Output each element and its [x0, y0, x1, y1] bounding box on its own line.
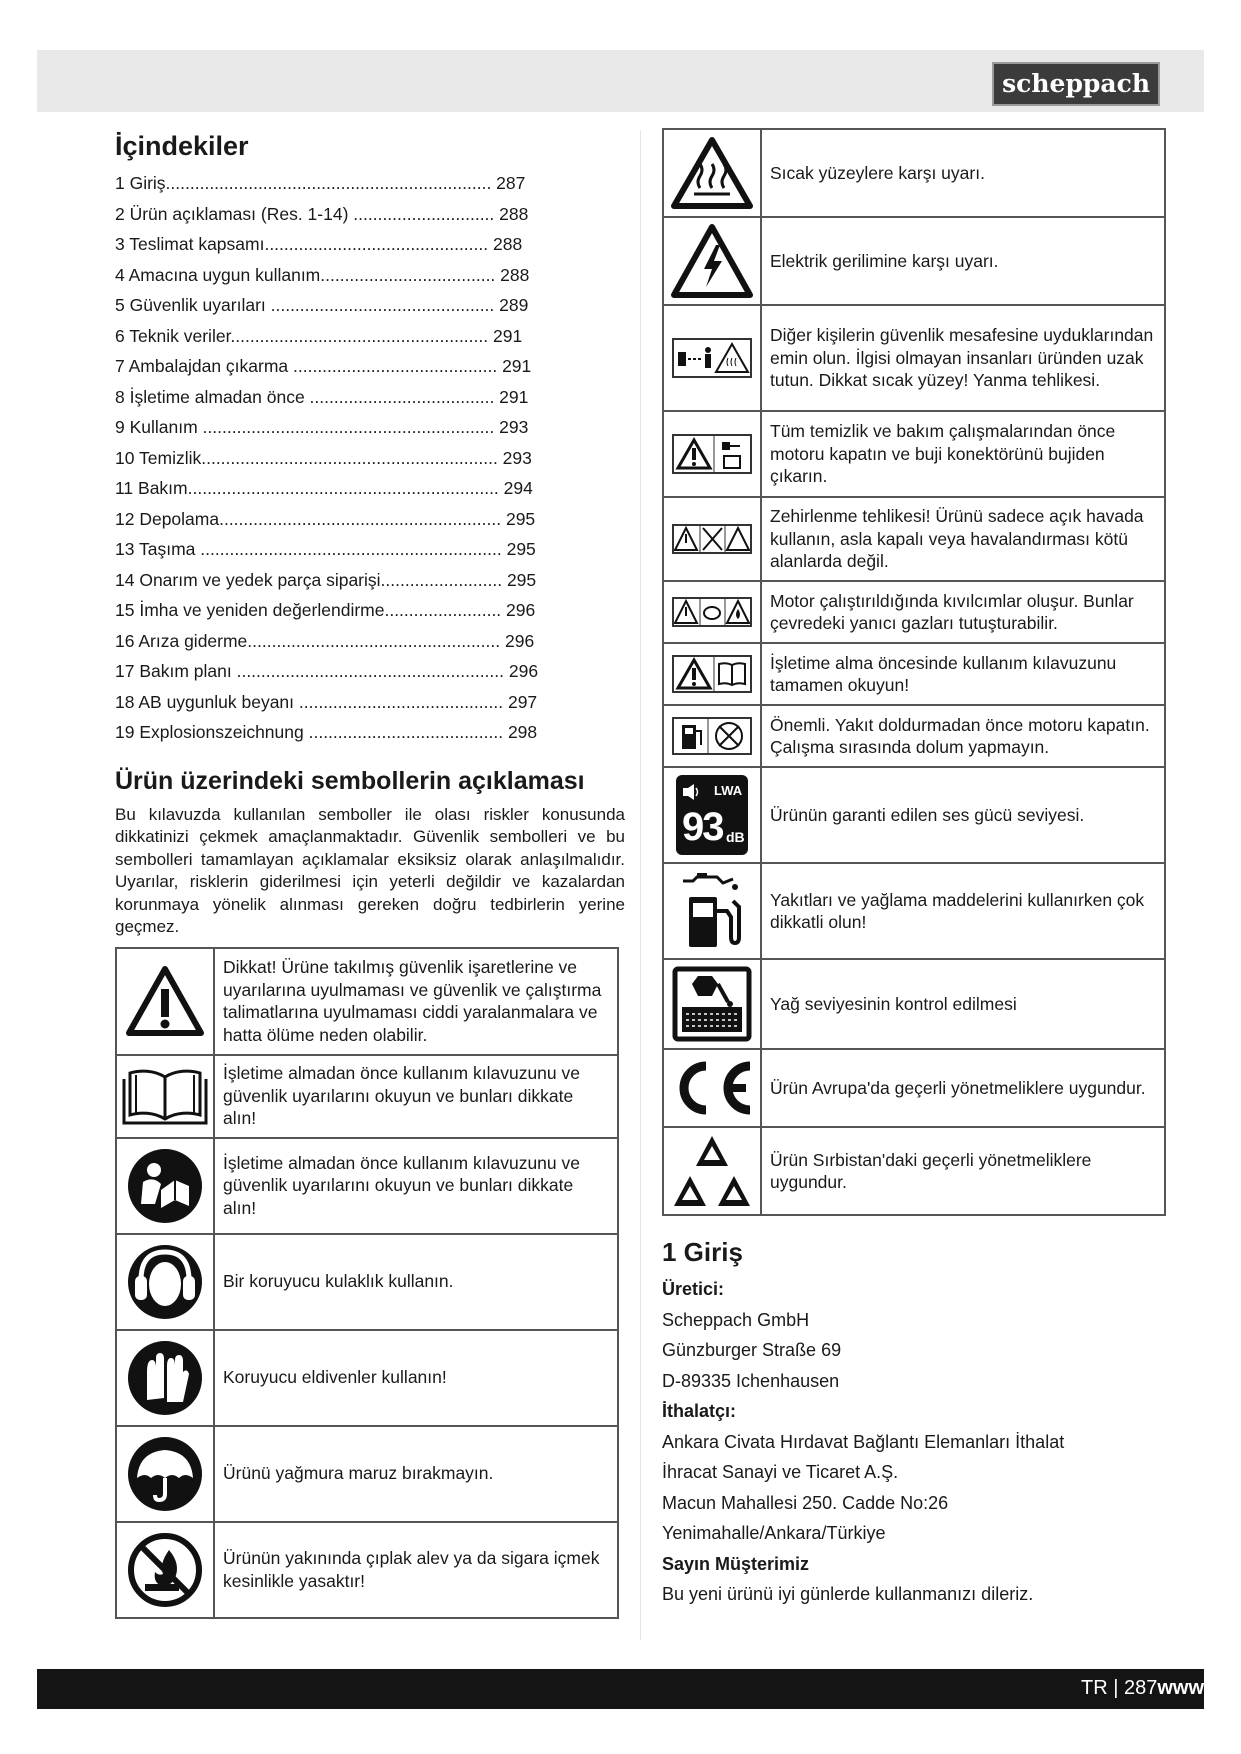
gloves-icon — [116, 1330, 214, 1426]
toc-item[interactable]: 8 İşletime almadan önce ...................................... 291 — [115, 386, 529, 407]
column-divider — [640, 130, 641, 1640]
symbol-text: Elektrik gerilimine karşı uyarı. — [761, 217, 1165, 305]
symbol-text: Yağ seviyesinin kontrol edilmesi — [761, 959, 1165, 1049]
sound-power-badge — [676, 775, 748, 855]
page-label: TR | 287 — [1080, 1677, 1158, 1699]
symbol-text: Bir koruyucu kulaklık kullanın. — [214, 1234, 618, 1330]
toc-item[interactable]: 2 Ürün açıklaması (Res. 1-14) ............................. 288 — [115, 203, 529, 224]
symbol-row — [663, 581, 1165, 643]
symbol-text: Tüm temizlik ve bakım çalışmalarından önce motoru kapatın ve buji konektörünü bujiden çıkarın. — [761, 411, 1165, 497]
manufacturer-line: Scheppach GmbH — [662, 1309, 810, 1330]
symbol-text: Diğer kişilerin güvenlik mesafesine uyduklarından emin olun. İlgisi olmayan insanları üründen uzak tutun. Dikkat sıcak yüzey! Yanma tehlikesi. — [761, 305, 1165, 411]
symbol-row — [663, 705, 1165, 767]
refuel-warning-icon — [663, 705, 761, 767]
symbol-row — [663, 959, 1165, 1049]
symbol-row — [663, 217, 1165, 305]
symbol-row — [116, 1330, 618, 1426]
symbol-text: Yakıtları ve yağlama maddelerini kullanırken çok dikkatli olun! — [761, 863, 1165, 959]
toc-item[interactable]: 1 Giriş................................................................... 287 — [115, 173, 526, 193]
warning-triangle-icon — [116, 948, 214, 1055]
symbol-row — [663, 305, 1165, 411]
poisoning-warning-icon — [663, 497, 761, 581]
symbol-text: İşletime almadan önce kullanım kılavuzunu ve güvenlik uyarılarını okuyun ve bunları dikkate alın! — [214, 1138, 618, 1234]
right-symbols-table — [662, 128, 1166, 1216]
fuel-oil-icon — [663, 863, 761, 959]
importer-line: İhracat Sanayi ve Ticaret A.Ş. — [662, 1462, 899, 1482]
symbol-text: Ürün Sırbistan'daki geçerli yönetmeliklere uygundur. — [761, 1127, 1165, 1215]
footer-www: www — [1157, 1677, 1204, 1699]
symbol-text: Ürünün garanti edilen ses gücü seviyesi. — [761, 767, 1165, 863]
open-book-icon — [116, 1055, 214, 1138]
table-of-contents — [115, 168, 625, 748]
spark-plug-warning-icon — [663, 411, 761, 497]
importer-line: Macun Mahallesi 250. Cadde No:26 — [662, 1492, 949, 1513]
symbol-row — [663, 129, 1165, 217]
sound-power-value: 93 — [682, 805, 723, 849]
manufacturer-line: D-89335 Ichenhausen — [662, 1370, 840, 1391]
toc-item[interactable]: 18 AB uygunluk beyanı .......................................... 297 — [115, 691, 538, 712]
manufacturer-line: Günzburger Straße 69 — [662, 1340, 842, 1360]
section-title-giris: 1 Giriş — [662, 1237, 743, 1267]
toc-item[interactable]: 11 Bakım................................................................ 294 — [115, 478, 533, 498]
symbol-text: Ürün Avrupa'da geçerli yönetmeliklere uygundur. — [761, 1049, 1165, 1127]
toc-item[interactable]: 16 Arıza giderme.................................................... 296 — [115, 630, 535, 651]
symbol-text: Zehirlenme tehlikesi! Ürünü sadece açık havada kullanın, asla kapalı veya havalandırması kötü alanlarda değil. — [761, 497, 1165, 581]
symbol-row — [663, 1049, 1165, 1127]
electric-voltage-icon — [663, 217, 761, 305]
manufacturer-label: Üretici: — [662, 1279, 725, 1299]
left-symbols-table — [115, 947, 619, 1619]
toc-item[interactable]: 13 Taşıma .............................................................. 295 — [115, 539, 536, 559]
symbol-text: Ürünü yağmura maruz bırakmayın. — [214, 1426, 618, 1522]
symbol-row — [663, 863, 1165, 959]
toc-title: İçindekiler — [115, 131, 249, 161]
toc-item[interactable]: 10 Temizlik............................................................. 293 — [115, 447, 532, 468]
page-footer — [37, 1669, 1204, 1709]
sound-power-icon — [663, 767, 761, 863]
symbol-row — [663, 497, 1165, 581]
oil-level-icon — [663, 959, 761, 1049]
symbol-text: Sıcak yüzeylere karşı uyarı. — [761, 129, 1165, 217]
symbol-row — [663, 411, 1165, 497]
page-number — [1081, 1677, 1204, 1700]
symbol-text: Ürünün yakınında çıplak alev ya da sigara içmek kesinlikle yasaktır! — [214, 1522, 618, 1618]
toc-item[interactable]: 14 Onarım ve yedek parça siparişi......................... 295 — [115, 569, 537, 590]
toc-item[interactable]: 3 Teslimat kapsamı.............................................. 288 — [115, 234, 523, 254]
safety-distance-icon — [663, 305, 761, 411]
ear-protection-icon — [116, 1234, 214, 1330]
symbols-title: Ürün üzerindeki sembollerin açıklaması — [115, 766, 585, 795]
toc-item[interactable]: 15 İmha ve yeniden değerlendirme........................ 296 — [115, 600, 536, 620]
sound-power-unit: dB — [726, 829, 745, 845]
symbol-row — [663, 1127, 1165, 1215]
symbol-row — [116, 1522, 618, 1618]
sound-power-label: LWA — [714, 783, 743, 798]
symbol-text: İşletime almadan önce kullanım kılavuzunu ve güvenlik uyarılarını okuyun ve bunları dikkate alın! — [214, 1055, 618, 1138]
scheppach-logo: scheppach — [992, 62, 1160, 106]
symbol-text: Motor çalıştırıldığında kıvılcımlar oluşur. Bunlar çevredeki yanıcı gazları tutuşturabilir. — [761, 581, 1165, 643]
umbrella-icon — [116, 1426, 214, 1522]
symbol-row — [663, 643, 1165, 705]
read-manual-icon — [116, 1138, 214, 1234]
symbol-row — [116, 1234, 618, 1330]
symbol-row — [116, 1426, 618, 1522]
ce-mark-icon — [663, 1049, 761, 1127]
symbols-intro: Bu kılavuzda kullanılan semboller ile olası riskler konusunda dikkatinizi çekmek amaçlanmaktadır. Güvenlik sembolleri ve bu sembolleri tamamlayan açıklamalar eksiksiz olarak anlaşılmalıdır. Uyarılar, risklerin giderilmesi için yeterli değildir ve kazalardan korunmaya yönelik alınması gereken doğru tedbirlerin yerine geçmez. — [115, 804, 625, 936]
greeting-label: Sayın Müşterimiz — [662, 1553, 810, 1574]
greeting-text: Bu yeni ürünü iyi günlerde kullanmanızı dileriz. — [662, 1584, 1034, 1604]
importer-line: Yenimahalle/Ankara/Türkiye — [662, 1523, 886, 1543]
page-header — [37, 50, 1204, 112]
symbol-text: İşletime alma öncesinde kullanım kılavuzunu tamamen okuyun! — [761, 643, 1165, 705]
toc-item[interactable]: 19 Explosionszeichnung ........................................ 298 — [115, 722, 538, 742]
hot-surface-icon — [663, 129, 761, 217]
symbol-text: Dikkat! Ürüne takılmış güvenlik işaretlerine ve uyarılarına uyulmaması ve güvenlik ve çalıştırma talimatlarına uyulmaması ciddi yaralanmalara ve hatta ölüme neden olabilir. — [214, 948, 618, 1055]
toc-item[interactable]: 12 Depolama.......................................................... 295 — [115, 508, 536, 529]
toc-item[interactable]: 6 Teknik veriler..................................................... 291 — [115, 325, 523, 346]
serbia-mark-icon — [663, 1127, 761, 1215]
symbol-row — [663, 767, 1165, 863]
importer-line: Ankara Civata Hırdavat Bağlantı Elemanları İthalat — [662, 1431, 1065, 1452]
sparks-warning-icon — [663, 581, 761, 643]
toc-item[interactable]: 5 Güvenlik uyarıları .............................................. 289 — [115, 295, 529, 315]
importer-label: İthalatçı: — [662, 1401, 737, 1421]
symbol-row — [116, 1055, 618, 1138]
symbol-text: Koruyucu eldivenler kullanın! — [214, 1330, 618, 1426]
symbol-row — [116, 948, 618, 1055]
toc-item[interactable]: 17 Bakım planı ....................................................... 296 — [115, 661, 539, 681]
read-manual-warning-icon — [663, 643, 761, 705]
right-column — [662, 128, 1164, 1610]
toc-item[interactable]: 7 Ambalajdan çıkarma .......................................... 291 — [115, 356, 532, 376]
left-column — [115, 128, 625, 1619]
toc-item[interactable]: 9 Kullanım ............................................................ 293 — [115, 417, 529, 437]
symbol-row — [116, 1138, 618, 1234]
no-open-flame-icon — [116, 1522, 214, 1618]
toc-item[interactable]: 4 Amacına uygun kullanım.................................... 288 — [115, 264, 530, 285]
symbol-text: Önemli. Yakıt doldurmadan önce motoru kapatın. Çalışma sırasında dolum yapmayın. — [761, 705, 1165, 767]
